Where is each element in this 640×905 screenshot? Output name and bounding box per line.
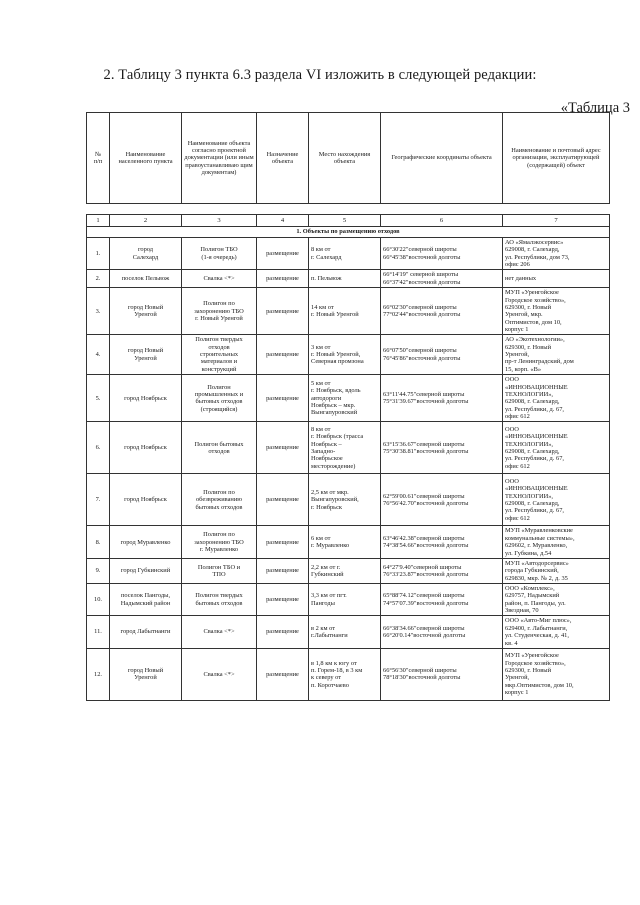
row-object: Полигон бытовых отходов — [182, 422, 257, 474]
row-organization: ООО «ИННОВАЦИОННЫЕ ТЕХНОЛОГИИ», 629008, г. Салехард, ул. Республики, д. 67, офис 612 — [503, 422, 610, 474]
row-settlement: город Лабытнанги — [110, 616, 182, 648]
row-settlement: город Новый Уренгой — [110, 335, 182, 375]
row-purpose: размещение — [257, 526, 309, 558]
row-coordinates: 62°59'00.61"северной широты 76°56'42.70"восточной долготы — [381, 474, 503, 526]
table-label: «Таблица 3 — [560, 100, 630, 116]
table-row — [87, 335, 610, 375]
row-location: в 1,8 км к югу от п. Горем-18, в 3 км к северу от п. Коротчаево — [309, 648, 381, 700]
row-purpose: размещение — [257, 270, 309, 288]
row-object: Полигон по обезвреживанию бытовых отходов — [182, 474, 257, 526]
column-header-number: № п/п — [87, 113, 110, 204]
row-coordinates: 66°56'30"северной широты 78°18'30"восточной долготы — [381, 648, 503, 700]
row-purpose: размещение — [257, 375, 309, 422]
row-organization: ООО «Комплекс», 629757, Надымский район, п. Пангоды, ул. Звездная, 70 — [503, 583, 610, 615]
row-purpose: размещение — [257, 238, 309, 270]
column-header-object: Наименование объекта согласно проектной документации (или иным правоустанавливаю щим документам) — [182, 113, 257, 204]
row-settlement: город Новый Уренгой — [110, 288, 182, 335]
row-object: Полигон по захоронению ТБО г. Новый Уренгой — [182, 288, 257, 335]
row-location: 2,5 км от мкр. Вынгапуровский, г. Ноябрьск — [309, 474, 381, 526]
row-object: Полигон ТБО и ТПО — [182, 558, 257, 583]
row-settlement: город Новый Уренгой — [110, 648, 182, 700]
table-row — [87, 558, 610, 583]
row-location: 8 км от г. Ноябрьск (трасса Ноябрьск – Западно- Ноябрьское месторождение) — [309, 422, 381, 474]
row-organization: АО «Экотехнологии», 629300, г. Новый Уренгой, пр-т Ленинградский, дом 15, корп. «В» — [503, 335, 610, 375]
row-number: 7. — [87, 474, 110, 526]
row-settlement: город Муравленко — [110, 526, 182, 558]
table-row — [87, 270, 610, 288]
column-numbers-row — [87, 215, 610, 227]
row-number: 9. — [87, 558, 110, 583]
row-purpose: размещение — [257, 583, 309, 615]
row-coordinates: 66°07'50"северной широты 76°45'86"восточной долготы — [381, 335, 503, 375]
row-purpose: размещение — [257, 335, 309, 375]
row-object: Полигон промышленных и бытовых отходов (строящийся) — [182, 375, 257, 422]
table-row — [87, 583, 610, 615]
row-organization: ООО «ИННОВАЦИОННЫЕ ТЕХНОЛОГИИ», 629008, г. Салехард, ул. Республики, д. 67, офис 612 — [503, 375, 610, 422]
column-number: 7 — [503, 215, 610, 227]
column-header-settlement: Наименование населенного пункта — [110, 113, 182, 204]
row-settlement: город Салехард — [110, 238, 182, 270]
table-row — [87, 238, 610, 270]
row-organization: нет данных — [503, 270, 610, 288]
column-number: 4 — [257, 215, 309, 227]
row-coordinates: 66°30'22"северной широты 66°45'38"восточной долготы — [381, 238, 503, 270]
row-number: 12. — [87, 648, 110, 700]
row-coordinates: 63°46'42.38"северной широты 74°38'54.66"восточной долготы — [381, 526, 503, 558]
row-number: 6. — [87, 422, 110, 474]
table-row — [87, 648, 610, 700]
row-purpose: размещение — [257, 422, 309, 474]
section-row — [87, 227, 610, 238]
row-coordinates: 64°27'9.40"северной широты 76°33'23.87"восточной долготы — [381, 558, 503, 583]
row-coordinates: 66°02'30"северной широты 77°02'44"восточной долготы — [381, 288, 503, 335]
row-object: Свалка <*> — [182, 616, 257, 648]
table-row — [87, 375, 610, 422]
row-object: Полигон твердых отходов строительных материалов и конструкций — [182, 335, 257, 375]
row-number: 5. — [87, 375, 110, 422]
row-coordinates: 63°15'36.67"северной широты 75°30'38.81"восточной долготы — [381, 422, 503, 474]
row-organization: ООО «Авто-Миг плюс», 629400, г. Лабытнанги, ул. Студенческая, д. 41, кв. 4 — [503, 616, 610, 648]
column-header-organization: Наименование и почтовый адрес организации, эксплуатирующей (содержащей) объект — [503, 113, 610, 204]
row-location: 5 км от г. Ноябрьск, вдоль автодороги Ноябрьск – мкр. Вынгапуровский — [309, 375, 381, 422]
row-number: 8. — [87, 526, 110, 558]
column-number: 6 — [381, 215, 503, 227]
row-settlement: город Губкинский — [110, 558, 182, 583]
column-header-location: Место нахождения объекта — [309, 113, 381, 204]
row-number: 1. — [87, 238, 110, 270]
objects-table — [86, 214, 610, 701]
row-number: 10. — [87, 583, 110, 615]
row-coordinates: 65°88'74.12"северной широты 74°57'07.39"восточной долготы — [381, 583, 503, 615]
row-number: 2. — [87, 270, 110, 288]
table-row — [87, 422, 610, 474]
table-row — [87, 616, 610, 648]
row-number: 4. — [87, 335, 110, 375]
row-coordinates: 66°38'34.66"северной широты 66°20'0.14"восточной долготы — [381, 616, 503, 648]
row-organization: АО «Ямалэкосервис» 629008, г. Салехард, ул. Республики, дом 73, офис 206 — [503, 238, 610, 270]
column-number: 2 — [110, 215, 182, 227]
row-object: Свалка <*> — [182, 270, 257, 288]
row-object: Полигон твердых бытовых отходов — [182, 583, 257, 615]
row-settlement: город Ноябрьск — [110, 422, 182, 474]
column-number: 5 — [309, 215, 381, 227]
row-settlement: поселок Пангоды, Надымский район — [110, 583, 182, 615]
row-settlement: поселок Пельвож — [110, 270, 182, 288]
table-row — [87, 526, 610, 558]
row-coordinates: 66°14'19" северной широты 66°37'42"восточной долготы — [381, 270, 503, 288]
row-location: 2,2 км от г. Губкинский — [309, 558, 381, 583]
row-location: в 2 км от г.Лабытнанги — [309, 616, 381, 648]
row-organization: МУП «Уренгойское Городское хозяйство», 629300, г. Новый Уренгой, мкр.Оптимистов, дом 10, корпус 1 — [503, 648, 610, 700]
row-number: 3. — [87, 288, 110, 335]
row-purpose: размещение — [257, 474, 309, 526]
row-purpose: размещение — [257, 558, 309, 583]
column-header-coordinates: Географические координаты объекта — [381, 113, 503, 204]
row-purpose: размещение — [257, 616, 309, 648]
row-organization: МУП «Автодорсервис» города Губкинский, 629830, мкр. № 2, д. 35 — [503, 558, 610, 583]
row-object: Полигон по захоронению ТБО г. Муравленко — [182, 526, 257, 558]
row-location: п. Пельвож — [309, 270, 381, 288]
section-title: 1. Объекты по размещению отходов — [87, 227, 610, 238]
row-settlement: город Ноябрьск — [110, 375, 182, 422]
row-location: 8 км от г. Салехард — [309, 238, 381, 270]
row-purpose: размещение — [257, 648, 309, 700]
column-number: 3 — [182, 215, 257, 227]
row-object: Свалка <*> — [182, 648, 257, 700]
document-heading: 2. Таблицу 3 пункта 6.3 раздела VI изложить в следующей редакции: — [103, 67, 537, 83]
row-location: 6 км от г. Муравленко — [309, 526, 381, 558]
row-coordinates: 63°11'44.75"северной широты 75°31'39.67"восточной долготы — [381, 375, 503, 422]
row-organization: ООО «ИННОВАЦИОННЫЕ ТЕХНОЛОГИИ», 629008, г. Салехард, ул. Республики, д. 67, офис 612 — [503, 474, 610, 526]
row-settlement: город Ноябрьск — [110, 474, 182, 526]
row-organization: МУП «Муравленковские коммунальные системы», 629602, г. Муравленко, ул. Губкина, д.54 — [503, 526, 610, 558]
row-location: 14 км от г. Новый Уренгой — [309, 288, 381, 335]
row-location: 3,3 км от пгт. Пангоды — [309, 583, 381, 615]
row-organization: МУП «Уренгойское Городское хозяйство», 629300, г. Новый Уренгой, мкр. Оптимистов, дом 10, корпус 1 — [503, 288, 610, 335]
row-location: 3 км от г. Новый Уренгой, Северная промзона — [309, 335, 381, 375]
column-header-purpose: Назначение объекта — [257, 113, 309, 204]
row-object: Полигон ТБО (1-я очередь) — [182, 238, 257, 270]
table-row — [87, 288, 610, 335]
table-header — [86, 112, 610, 204]
row-purpose: размещение — [257, 288, 309, 335]
table-row — [87, 474, 610, 526]
row-number: 11. — [87, 616, 110, 648]
column-number: 1 — [87, 215, 110, 227]
